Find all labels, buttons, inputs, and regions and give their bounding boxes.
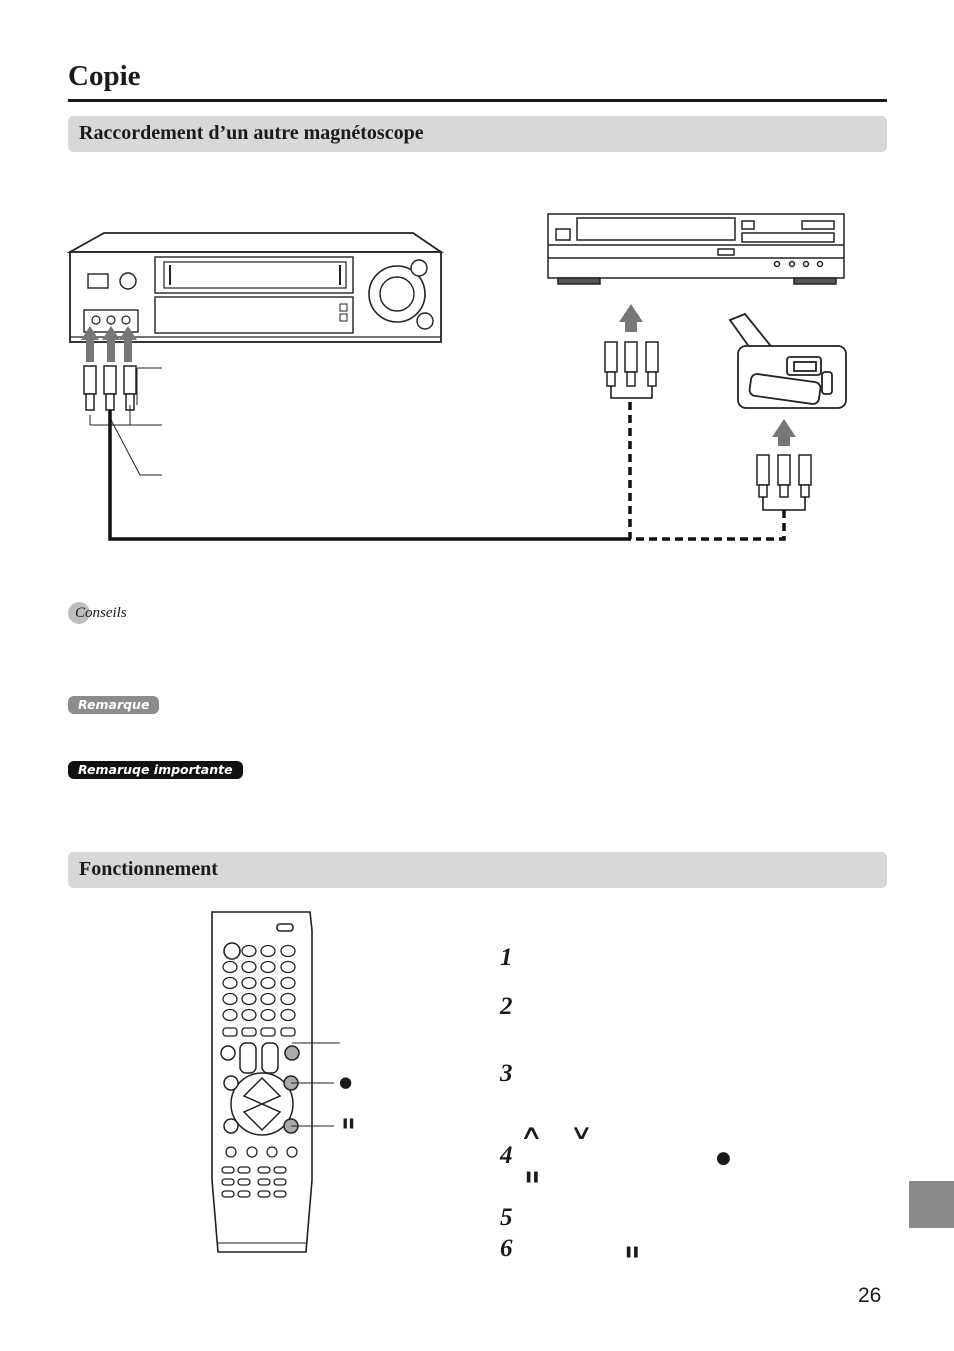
remote-button [274,1167,286,1173]
section-heading-raccordement: Raccordement d’un autre magnétoscope [79,122,424,144]
page-title: Copie [68,60,141,92]
remote-button [281,1010,295,1021]
remote-button [261,978,275,989]
remarque-badge: Remarque [68,696,159,714]
remote-button [261,962,275,973]
remote-button [238,1179,250,1185]
remote-button [226,1147,236,1157]
remote-button [223,1028,237,1036]
remote-button [267,1147,277,1157]
pause-icon-step4: ❚❚ [524,1170,539,1183]
remote-button [258,1179,270,1185]
step-number-5: 5 [500,1204,513,1231]
remote-button [238,1167,250,1173]
remote-button [258,1167,270,1173]
record-icon-step4: ● [716,1148,731,1168]
channel-up-icon: ∧ [519,1120,544,1144]
remote-button [222,1191,234,1197]
section-heading-fonctionnement: Fonctionnement [79,858,218,880]
remote-button [242,946,256,957]
step-number-6: 6 [500,1235,513,1262]
record-icon: ● [339,1073,353,1091]
remote-button [222,1167,234,1173]
pause-icon-step6: ❚❚ [624,1245,639,1258]
step-number-4: 4 [500,1142,513,1169]
remote-button [223,1010,237,1021]
remote-button [261,1028,275,1036]
remote-button [242,1028,256,1036]
remote-button [261,994,275,1005]
remote-button [281,978,295,989]
remote-button [223,962,237,973]
remote-button [242,994,256,1005]
side-thumb-tab [909,1181,954,1228]
remote-button [242,1010,256,1021]
remote-button [287,1147,297,1157]
remote-button [242,962,256,973]
pause-icon: ❚❚ [341,1118,354,1129]
remote-button [281,946,295,957]
remote-button [223,978,237,989]
remote-button [247,1147,257,1157]
step-number-1: 1 [500,944,513,971]
remote-button [242,978,256,989]
page-number: 26 [858,1284,882,1307]
step-number-2: 2 [500,993,513,1020]
remote-button [281,994,295,1005]
channel-down-icon: ∨ [569,1120,594,1144]
conseils-label: Conseils [75,605,127,621]
remote-button [238,1191,250,1197]
remote-button [261,1010,275,1021]
remote-button [274,1191,286,1197]
remote-button [281,962,295,973]
remote-button [274,1179,286,1185]
remarque-importante-badge: Remaruqe importante [68,761,243,779]
remote-button [258,1191,270,1197]
remote-button [223,994,237,1005]
remote-button [261,946,275,957]
step-number-3: 3 [500,1060,513,1087]
remote-button [281,1028,295,1036]
remote-button [222,1179,234,1185]
